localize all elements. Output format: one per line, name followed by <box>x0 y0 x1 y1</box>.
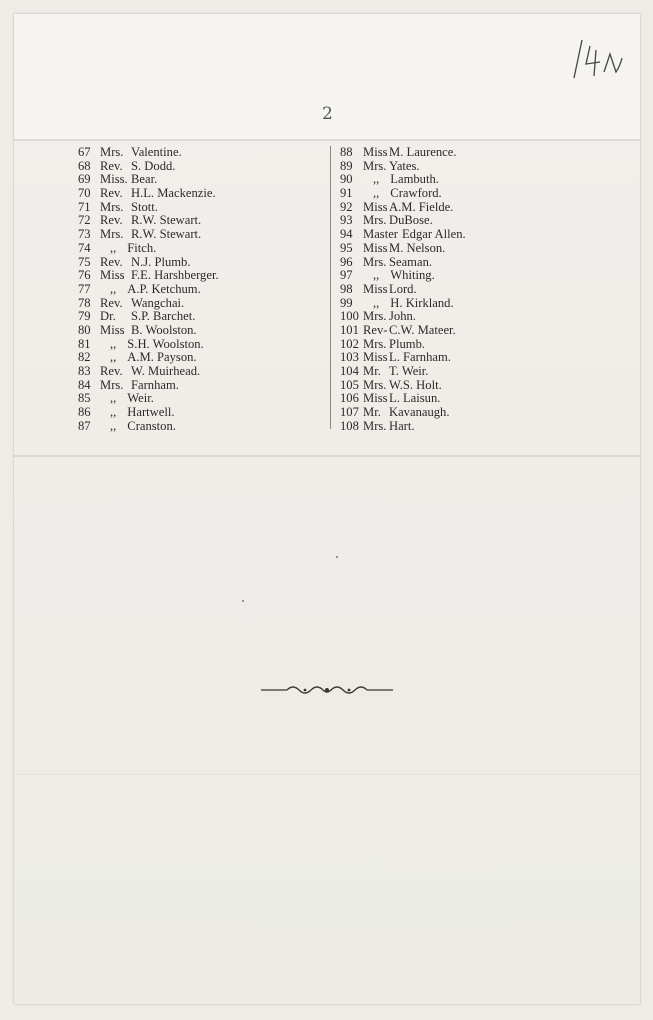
entry-title: ,, <box>110 391 117 406</box>
entry-title: ,, <box>373 295 380 310</box>
entry-title: Miss <box>363 350 388 365</box>
list-entry <box>340 297 466 311</box>
entry-name: Hartwell. <box>127 405 175 420</box>
entry-number: 107 <box>340 405 359 420</box>
fold-line <box>14 455 640 457</box>
entry-title: Mrs. <box>100 145 124 159</box>
entry-number: 102 <box>340 336 359 351</box>
entry-title: Mrs. <box>363 254 387 269</box>
attendee-list-left <box>78 146 219 433</box>
entry-title: Rev. <box>100 186 123 201</box>
entry-title: ,, <box>373 172 380 187</box>
entry-name: L. Farnham. <box>389 350 451 365</box>
entry-number: 85 <box>78 391 91 406</box>
entry-name: S.P. Barchet. <box>131 309 196 324</box>
entry-name: T. Weir. <box>389 364 429 378</box>
entry-title: Mrs. <box>363 158 387 173</box>
list-entry <box>340 338 466 352</box>
list-entry <box>340 242 466 256</box>
entry-name: Hart. <box>389 418 415 433</box>
entry-number: 100 <box>340 309 359 324</box>
list-entry <box>340 406 466 420</box>
list-entry <box>340 310 466 324</box>
entry-number: 73 <box>78 227 91 242</box>
list-entry <box>78 187 219 201</box>
entry-number: 108 <box>340 418 359 433</box>
list-entry <box>340 146 466 160</box>
entry-name: F.E. Harshberger. <box>131 268 219 283</box>
list-entry <box>78 420 219 434</box>
entry-title: Miss <box>363 281 388 296</box>
entry-number: 92 <box>340 199 353 214</box>
entry-name: A.M. Fielde. <box>389 199 454 214</box>
entry-title: Master <box>363 227 398 242</box>
fold-line <box>14 139 640 141</box>
entry-name: A.P. Ketchum. <box>127 281 201 296</box>
entry-name: B. Woolston. <box>131 322 197 337</box>
list-entry <box>340 187 466 201</box>
entry-title: Mrs. <box>100 377 124 392</box>
entry-name: Lord. <box>389 281 417 296</box>
entry-name: Whiting. <box>390 268 435 283</box>
entry-number: 75 <box>78 254 91 269</box>
page-number: 2 <box>322 104 333 124</box>
entry-number: 72 <box>78 213 91 228</box>
entry-title: Miss <box>363 145 388 159</box>
entry-number: 101 <box>340 322 359 337</box>
entry-name: Wangchai. <box>131 295 185 310</box>
entry-title: Rev. <box>100 254 123 269</box>
entry-name: H. Kirkland. <box>390 295 454 310</box>
entry-title: Mr. <box>363 405 381 420</box>
list-entry <box>78 338 219 352</box>
entry-name: S.H. Woolston. <box>127 336 204 351</box>
entry-title: Mrs. <box>363 336 387 351</box>
entry-number: 99 <box>340 295 353 310</box>
entry-name: Farnham. <box>131 377 179 392</box>
entry-name: N.J. Plumb. <box>131 254 191 269</box>
entry-number: 94 <box>340 227 353 242</box>
entry-title: Miss. <box>100 172 128 187</box>
list-entry <box>78 283 219 297</box>
entry-title: Rev. <box>100 158 123 173</box>
entry-number: 77 <box>78 281 91 296</box>
list-entry <box>340 228 466 242</box>
entry-name: R.W. Stewart. <box>131 213 202 228</box>
entry-title: Miss <box>363 199 388 214</box>
entry-name: R.W. Stewart. <box>131 227 202 242</box>
list-entry <box>78 214 219 228</box>
list-entry <box>78 256 219 270</box>
entry-title: Mrs. <box>363 377 387 392</box>
entry-number: 68 <box>78 158 91 173</box>
list-entry <box>78 351 219 365</box>
entry-number: 106 <box>340 391 359 406</box>
list-entry <box>78 173 219 187</box>
entry-number: 79 <box>78 309 91 324</box>
list-entry <box>340 379 466 393</box>
entry-number: 97 <box>340 268 353 283</box>
list-entry <box>78 310 219 324</box>
entry-number: 104 <box>340 364 359 378</box>
entry-name: Fitch. <box>127 240 157 255</box>
entry-number: 93 <box>340 213 353 228</box>
entry-title: Mrs. <box>363 309 387 324</box>
entry-name: M. Nelson. <box>389 240 446 255</box>
handwritten-annotation-icon <box>560 32 630 82</box>
list-entry <box>340 365 466 379</box>
entry-name: C.W. Mateer. <box>389 322 456 337</box>
entry-title: Mrs. <box>363 418 387 433</box>
entry-name: H.L. Mackenzie. <box>131 186 216 201</box>
entry-title: ,, <box>373 268 380 283</box>
list-entry <box>340 173 466 187</box>
list-entry <box>78 392 219 406</box>
entry-name: A.M. Payson. <box>127 350 197 365</box>
entry-number: 90 <box>340 172 353 187</box>
column-divider <box>330 146 331 429</box>
entry-number: 69 <box>78 172 91 187</box>
list-entry <box>78 406 219 420</box>
entry-title: Rev. <box>100 295 123 310</box>
attendee-list-right <box>340 146 466 433</box>
entry-title: ,, <box>110 336 117 351</box>
entry-title: Rev- <box>363 322 388 337</box>
entry-title: Rev. <box>100 364 123 378</box>
entry-name: Edgar Allen. <box>401 227 466 242</box>
list-entry <box>78 324 219 338</box>
entry-number: 80 <box>78 322 91 337</box>
list-entry <box>340 269 466 283</box>
decorative-flourish-icon <box>261 684 393 696</box>
entry-number: 67 <box>78 145 91 159</box>
list-entry <box>78 146 219 160</box>
list-entry <box>78 201 219 215</box>
entry-number: 96 <box>340 254 353 269</box>
list-entry <box>340 392 466 406</box>
entry-number: 89 <box>340 158 353 173</box>
paper-speck <box>336 556 338 558</box>
entry-title: Mrs. <box>100 199 124 214</box>
entry-name: S. Dodd. <box>131 158 176 173</box>
entry-number: 82 <box>78 350 91 365</box>
entry-number: 74 <box>78 240 91 255</box>
entry-title: ,, <box>110 350 117 365</box>
entry-title: ,, <box>110 405 117 420</box>
entry-name: Valentine. <box>131 145 182 159</box>
entry-number: 98 <box>340 281 353 296</box>
entry-number: 70 <box>78 186 91 201</box>
entry-number: 81 <box>78 336 91 351</box>
entry-name: Stott. <box>131 199 158 214</box>
entry-number: 91 <box>340 186 353 201</box>
entry-title: Mrs. <box>100 227 124 242</box>
entry-name: Plumb. <box>389 336 426 351</box>
entry-title: Mr. <box>363 364 381 378</box>
list-entry <box>78 242 219 256</box>
entry-number: 105 <box>340 377 359 392</box>
entry-name: Cranston. <box>127 418 176 433</box>
entry-number: 84 <box>78 377 91 392</box>
entry-number: 88 <box>340 145 353 159</box>
entry-title: Miss <box>100 268 125 283</box>
paper-speck <box>242 600 244 602</box>
entry-title: Dr. <box>100 309 116 324</box>
entry-number: 83 <box>78 364 91 378</box>
entry-name: John. <box>389 309 416 324</box>
entry-name: L. Laisun. <box>389 391 441 406</box>
entry-name: Crawford. <box>390 186 442 201</box>
entry-name: M. Laurence. <box>389 145 457 159</box>
entry-name: Kavanaugh. <box>389 405 450 420</box>
entry-title: Miss <box>363 240 388 255</box>
entry-number: 76 <box>78 268 91 283</box>
list-entry <box>340 214 466 228</box>
entry-name: Yates. <box>389 158 420 173</box>
entry-name: W.S. Holt. <box>389 377 442 392</box>
entry-name: Seaman. <box>389 254 433 269</box>
list-entry <box>78 379 219 393</box>
entry-title: ,, <box>110 281 117 296</box>
entry-title: ,, <box>110 418 117 433</box>
list-entry <box>78 160 219 174</box>
entry-title: ,, <box>110 240 117 255</box>
entry-title: Miss <box>100 322 125 337</box>
entry-title: Rev. <box>100 213 123 228</box>
list-entry <box>340 420 466 434</box>
entry-title: Miss <box>363 391 388 406</box>
fold-line <box>14 774 640 775</box>
entry-title: Mrs. <box>363 213 387 228</box>
list-entry <box>340 283 466 297</box>
entry-name: Bear. <box>131 172 158 187</box>
list-entry <box>340 351 466 365</box>
list-entry <box>340 201 466 215</box>
entry-title: ,, <box>373 186 380 201</box>
entry-number: 95 <box>340 240 353 255</box>
entry-name: W. Muirhead. <box>131 364 201 378</box>
list-entry <box>78 297 219 311</box>
entry-name: Weir. <box>127 391 154 406</box>
list-entry <box>340 324 466 338</box>
list-entry <box>340 160 466 174</box>
list-entry <box>78 269 219 283</box>
entry-number: 78 <box>78 295 91 310</box>
entry-number: 87 <box>78 418 91 433</box>
entry-name: Lambuth. <box>390 172 439 187</box>
entry-number: 71 <box>78 199 91 214</box>
entry-number: 103 <box>340 350 359 365</box>
entry-number: 86 <box>78 405 91 420</box>
entry-name: DuBose. <box>389 213 433 228</box>
list-entry <box>78 365 219 379</box>
list-entry <box>78 228 219 242</box>
list-entry <box>340 256 466 270</box>
